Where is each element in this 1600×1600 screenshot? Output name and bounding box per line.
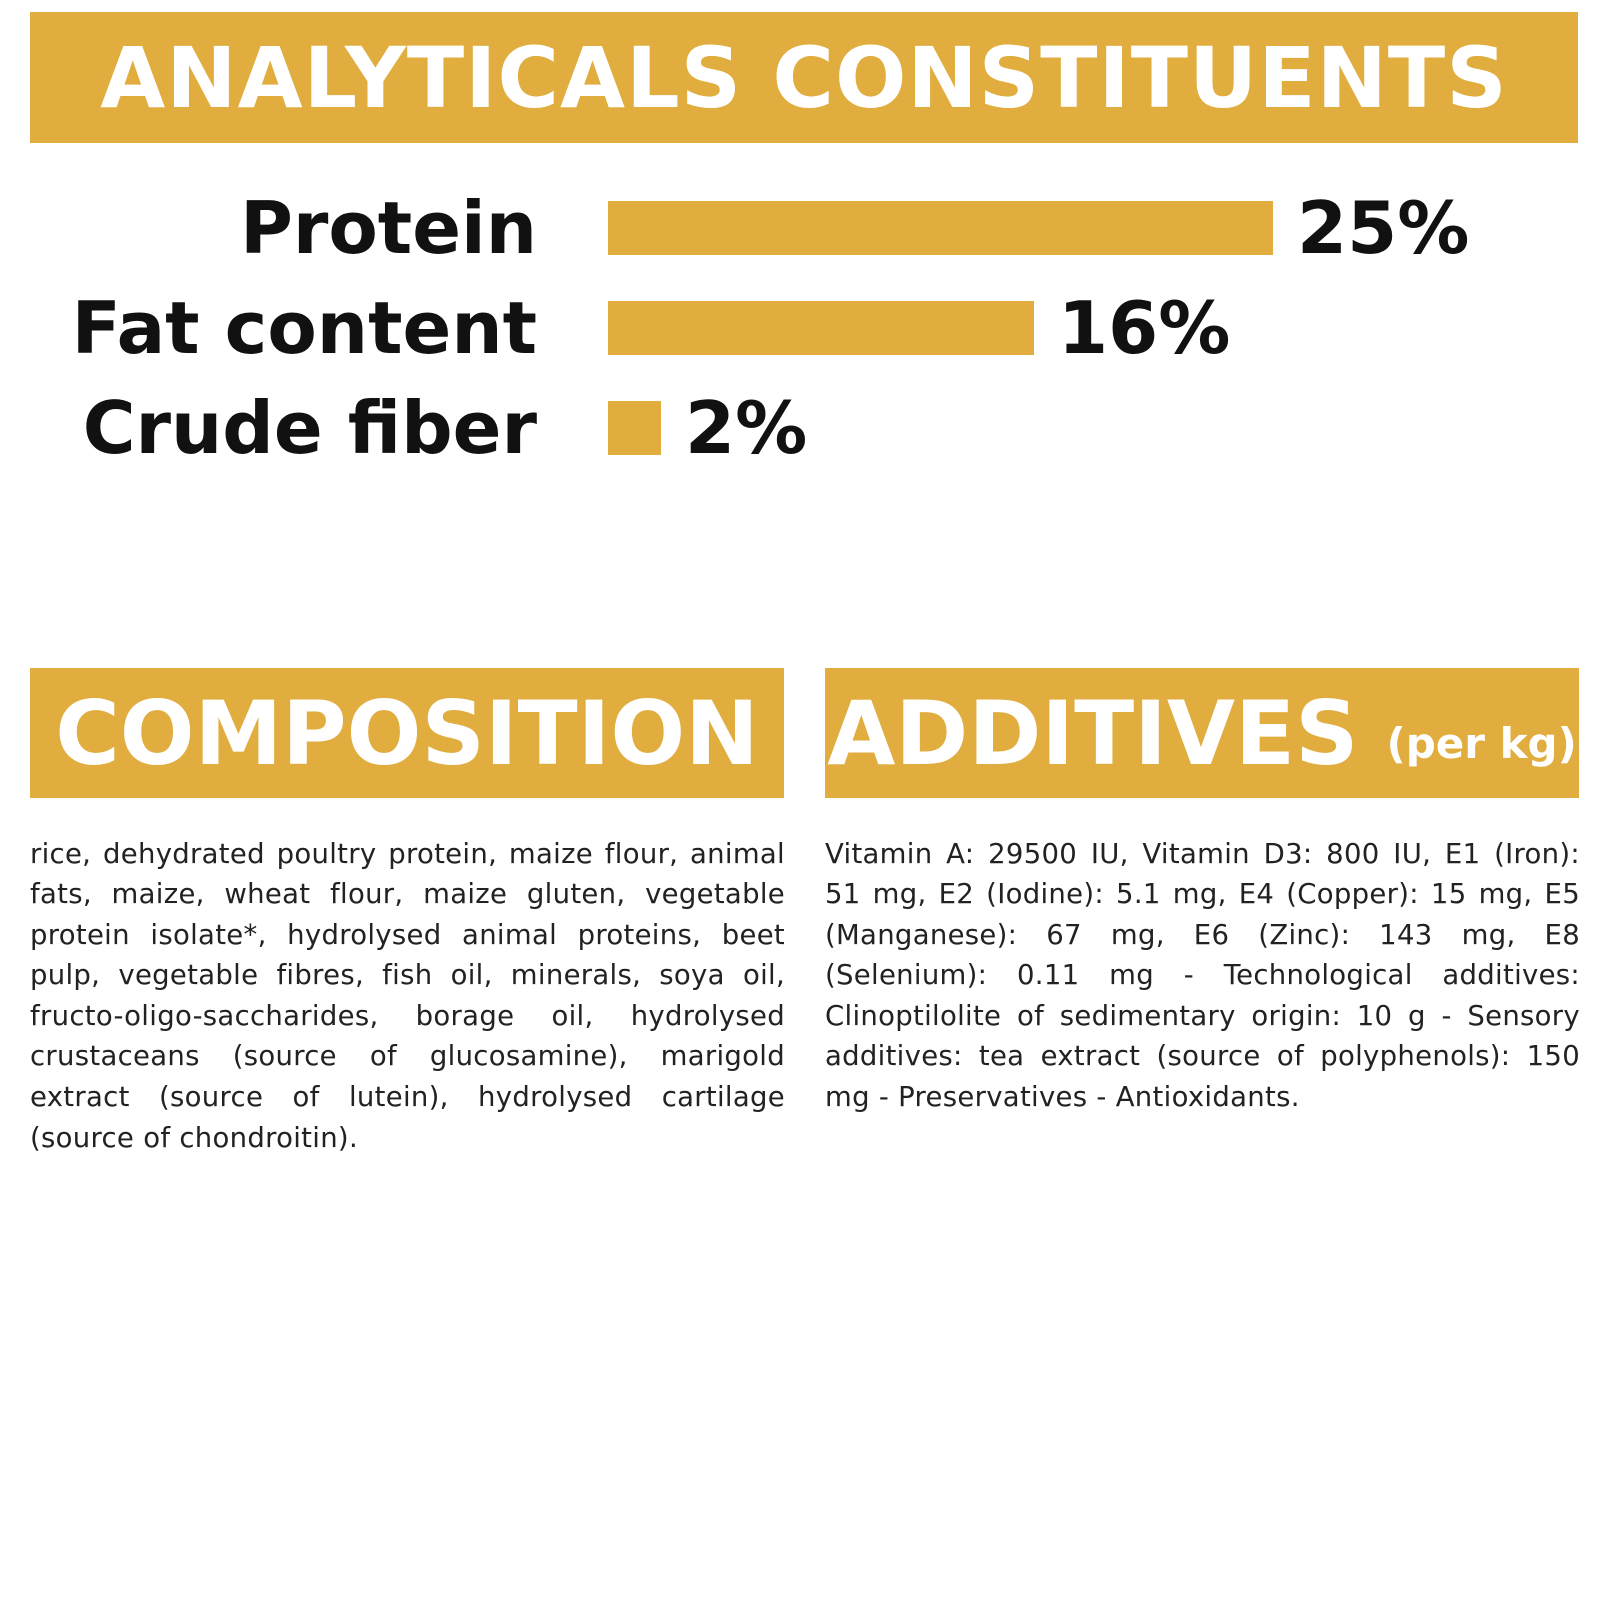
additives-text: Vitamin A: 29500 IU, Vitamin D3: 800 IU, E1 (Iron): 51 mg, E2 (Iodine): 5.1 mg, E4 (Copper): 15 mg, E5 (Manganese): 67 mg, E6 (Zinc): 143 mg, E8 (Selenium): 0.11 mg - Technological additives: Clinoptilolite of sedimentary origin: 10 g - Sensory additives: tea extract (source of polyphenols): 150 mg - Preservatives - Antioxidants. xyxy=(825,837,1580,1114)
nutrient-value: 2% xyxy=(685,386,808,470)
nutrient-label: Protein xyxy=(240,186,537,270)
nutrient-value: 16% xyxy=(1058,286,1231,370)
additives-title: ADDITIVES xyxy=(827,681,1359,785)
additives-title-suffix: (per kg) xyxy=(1386,718,1577,768)
composition-banner xyxy=(30,668,784,798)
nutrient-bar xyxy=(608,301,1034,355)
analytical-constituents-title: ANALYTICALS CONSTITUENTS xyxy=(100,28,1508,127)
analytical-constituents-banner xyxy=(30,12,1578,143)
nutrient-bar xyxy=(608,201,1273,255)
nutrient-label: Fat content xyxy=(71,286,537,370)
nutrient-bar xyxy=(608,401,661,455)
nutrient-label: Crude fiber xyxy=(82,386,537,470)
composition-text: rice, dehydrated poultry protein, maize flour, animal fats, maize, wheat flour, maize gluten, vegetable protein isolate*, hydrolysed animal proteins, beet pulp, vegetable fibres, fish oil, minerals, soya oil, fructo-oligo-saccharides, borage oil, hydrolysed crustaceans (source of glucosamine), marigold extract (source of lutein), hydrolysed cartilage (source of chondroitin). xyxy=(30,837,785,1154)
composition-title: COMPOSITION xyxy=(55,681,759,785)
additives-banner xyxy=(825,668,1579,798)
nutrient-value: 25% xyxy=(1297,186,1470,270)
